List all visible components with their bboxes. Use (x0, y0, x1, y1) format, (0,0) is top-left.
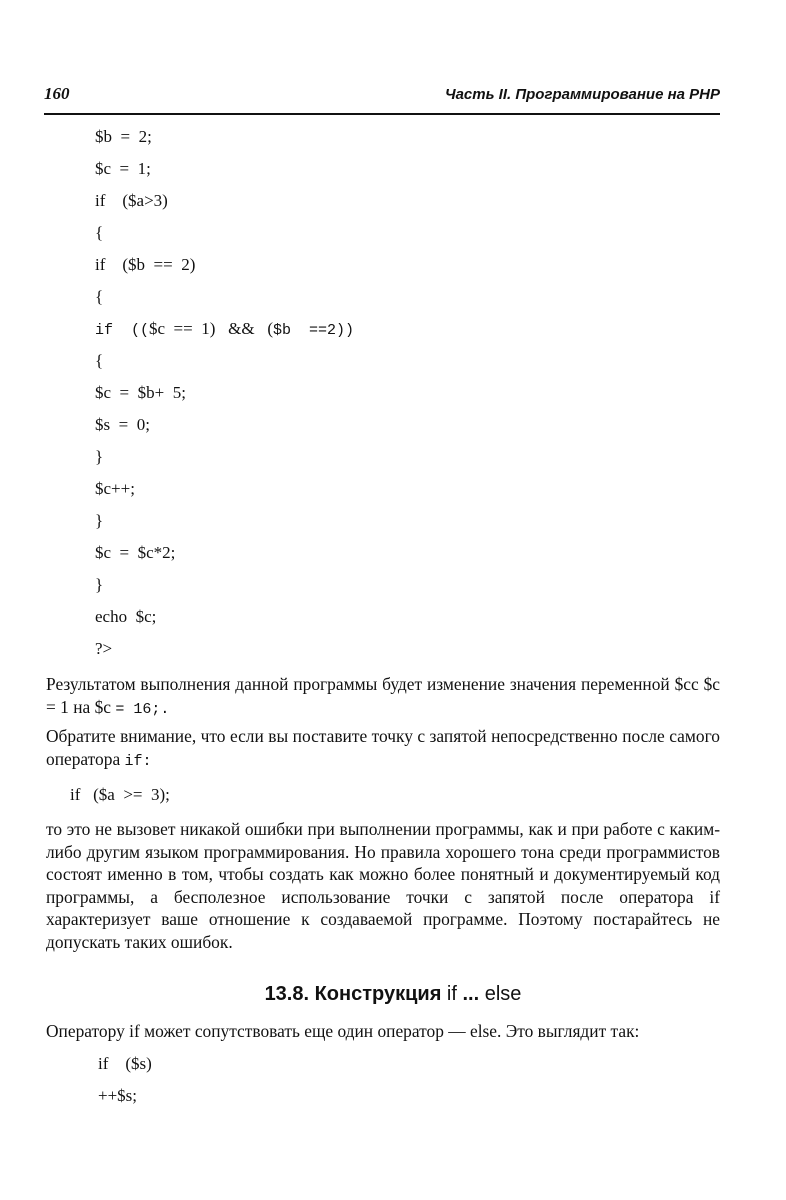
code-line: $c++; (95, 479, 135, 498)
code-fragment: $c == 1) && ( (149, 319, 274, 338)
paragraph-text: Результатом выполнения данной программы будет изменение значения переменной $cc $c = 1 на $c (46, 674, 720, 717)
code-line: $c = $b+ 5; (95, 383, 186, 402)
code-line: $b = 2; (95, 127, 152, 146)
code-line: echo $c; (95, 607, 157, 626)
code-example-semicolon: if ($a >= 3); (70, 785, 170, 804)
code-line: $c = 1; (95, 159, 151, 178)
code-line: $s = 0; (95, 415, 150, 434)
code-line: if ($a>3) (95, 191, 168, 210)
section-title-if: if (441, 983, 463, 1005)
code-line: } (95, 447, 104, 466)
page-number: 160 (44, 84, 70, 103)
section-title-else: else (479, 983, 522, 1005)
code-line: $c = $c*2; (95, 543, 176, 562)
code-listing-top (95, 121, 354, 665)
section-title-bold: 13.8. Конструкция (264, 983, 442, 1005)
inline-code: = 16;. (115, 700, 170, 718)
paragraph-style-advice: то это не вызовет никакой ошибки при выполнении программы, как и при работе с каким-либо другим языком программирования. Но правила хорошего тона среди программистов состоят именно в том, чтобы создать как можно более понятный и документируемый код программы, а бесполезное использование точки с запятой после оператора if характеризует ваше отношение к создаваемой программе. Поэтому постарайтесь не допускать таких ошибок. (46, 819, 720, 952)
inline-code: if: (124, 752, 152, 770)
paragraph-attention (46, 725, 720, 773)
code-listing-bottom (98, 1048, 152, 1112)
code-fragment: if (( (95, 322, 150, 339)
code-line: { (95, 223, 104, 242)
running-title: Часть II. Программирование на PHP (444, 86, 720, 103)
code-line: { (95, 351, 104, 370)
code-line: if ($b == 2) (95, 255, 196, 274)
code-line: { (95, 287, 104, 306)
code-line: if ($s) (98, 1054, 152, 1073)
code-fragment: $b ==2)) (273, 322, 355, 339)
paragraph-result (46, 673, 720, 721)
section-title-dots: ... (462, 983, 480, 1005)
paragraph-else-intro: Оператору if может сопутствовать еще один оператор — else. Это выглядит так: (46, 1021, 640, 1041)
code-line: } (95, 575, 104, 594)
paragraph-text: Обратите внимание, что если вы поставите точку с запятой непосредственно после самого оператора (46, 726, 720, 769)
section-heading (0, 983, 786, 1006)
code-line: ?> (95, 639, 113, 658)
code-line: } (95, 511, 104, 530)
code-line: ++$s; (98, 1086, 138, 1105)
code-line-compound-if (95, 313, 354, 345)
header-rule (44, 113, 720, 115)
